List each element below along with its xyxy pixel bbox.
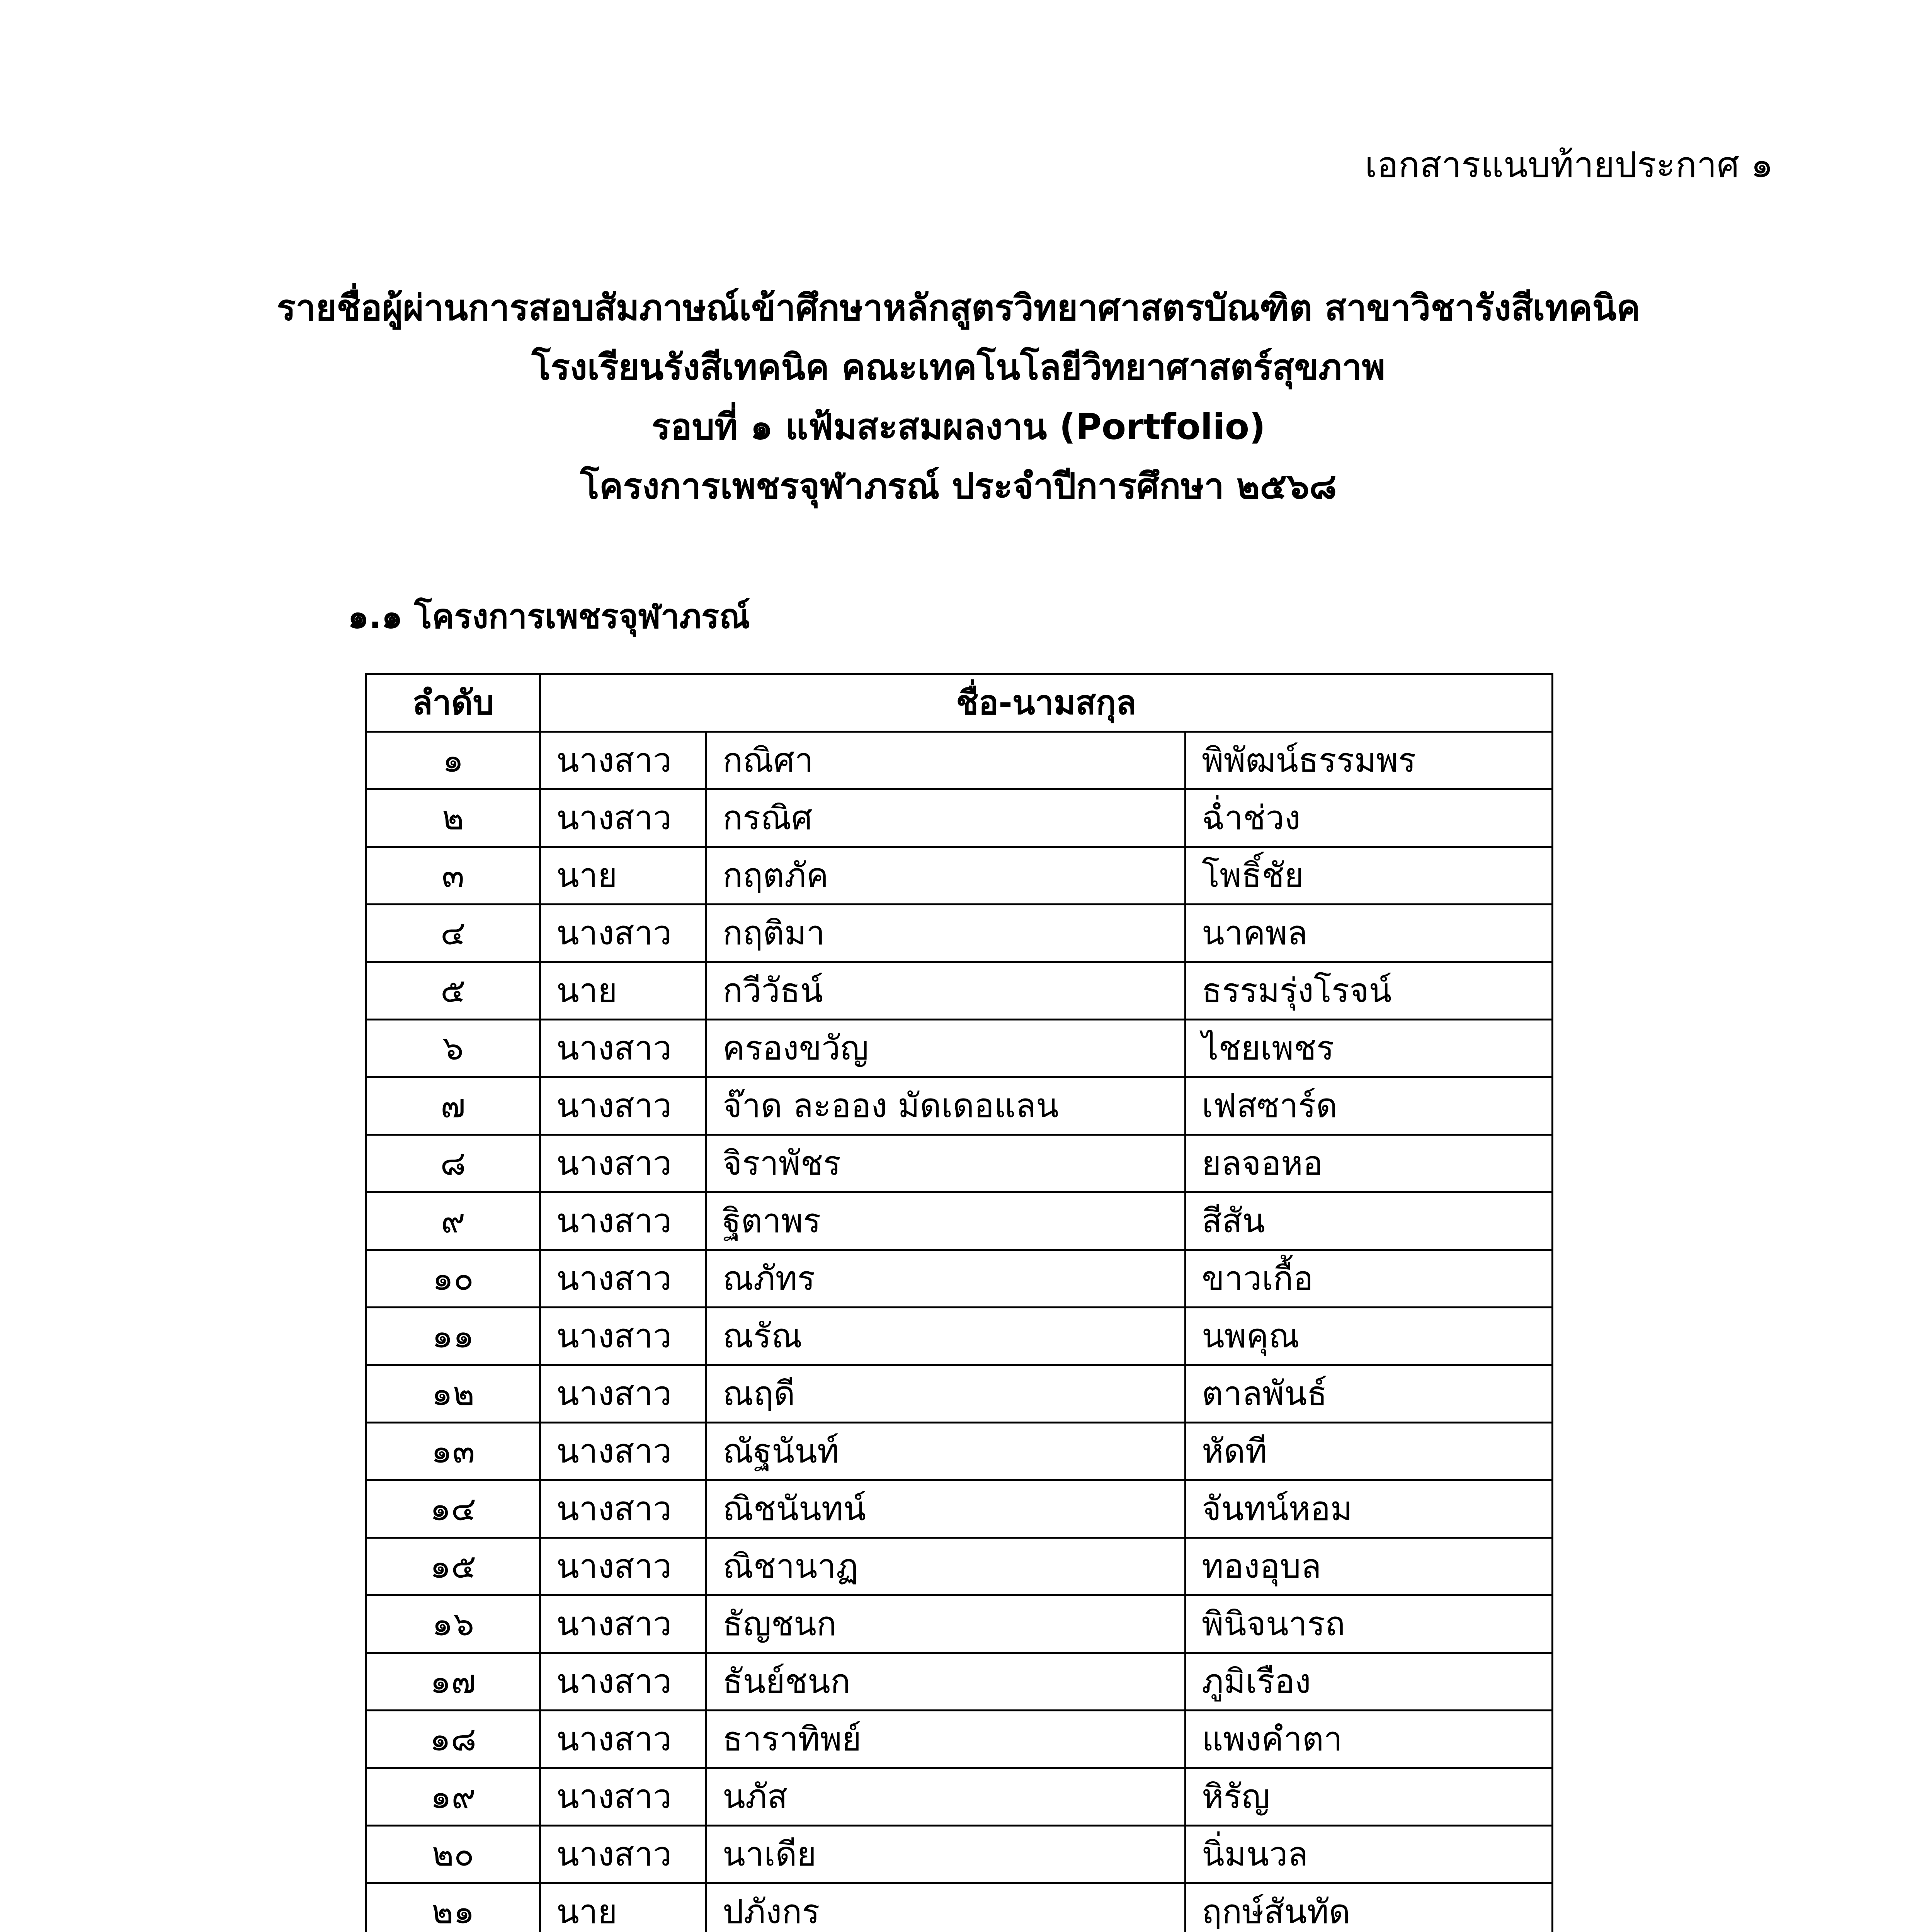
row-prefix: นางสาว: [540, 1653, 706, 1711]
header-no: ลำดับ: [366, 674, 540, 732]
row-number: ๘: [366, 1135, 540, 1192]
table-row: [366, 1192, 1553, 1250]
row-first-name: ณภัทร: [706, 1250, 1186, 1308]
row-first-name: ณฤดี: [706, 1365, 1186, 1423]
row-first-name: กฤติมา: [706, 905, 1186, 962]
row-first-name: กวีวัธน์: [706, 962, 1186, 1020]
row-last-name: พินิจนารถ: [1186, 1595, 1553, 1653]
row-prefix: นาย: [540, 847, 706, 905]
row-number: ๒: [366, 789, 540, 847]
row-prefix: นางสาว: [540, 1192, 706, 1250]
row-last-name: โพธิ์ชัย: [1186, 847, 1553, 905]
row-last-name: ยลจอหอ: [1186, 1135, 1553, 1192]
row-number: ๑: [366, 732, 540, 789]
row-prefix: นางสาว: [540, 1768, 706, 1826]
title-line-2: โรงเรียนรังสีเทคนิค คณะเทคโนโลยีวิทยาศาสตร์สุขภาพ: [531, 347, 1386, 388]
row-prefix: นางสาว: [540, 732, 706, 789]
row-prefix: นางสาว: [540, 1423, 706, 1480]
row-last-name: ทองอุบล: [1186, 1538, 1553, 1595]
row-number: ๑๓: [366, 1423, 540, 1480]
row-number: ๑๒: [366, 1365, 540, 1423]
table-row: [366, 1826, 1553, 1883]
row-prefix: นางสาว: [540, 1250, 706, 1308]
row-last-name: หัดที: [1186, 1423, 1553, 1480]
row-first-name: ณรัณ: [706, 1308, 1186, 1365]
row-first-name: นาเดีย: [706, 1826, 1186, 1883]
title-line-1: รายชื่อผู้ผ่านการสอบสัมภาษณ์เข้าศึกษาหลักสูตรวิทยาศาสตรบัณฑิต สาขาวิชารังสีเทคนิค: [277, 287, 1640, 328]
row-number: ๔: [366, 905, 540, 962]
row-last-name: ไชยเพชร: [1186, 1020, 1553, 1077]
row-number: ๓: [366, 847, 540, 905]
row-prefix: นางสาว: [540, 1365, 706, 1423]
row-first-name: ธัญชนก: [706, 1595, 1186, 1653]
table-row: [366, 1711, 1553, 1768]
row-last-name: สีสัน: [1186, 1192, 1553, 1250]
row-prefix: นางสาว: [540, 1480, 706, 1538]
row-first-name: ปภังกร: [706, 1883, 1186, 1932]
row-prefix: นางสาว: [540, 1595, 706, 1653]
table-row: [366, 1480, 1553, 1538]
row-number: ๑๔: [366, 1480, 540, 1538]
table-row: [366, 1250, 1553, 1308]
row-last-name: นพคุณ: [1186, 1308, 1553, 1365]
row-prefix: นางสาว: [540, 1020, 706, 1077]
row-last-name: จันทน์หอม: [1186, 1480, 1553, 1538]
table-body: [366, 732, 1553, 1932]
row-first-name: ธันย์ชนก: [706, 1653, 1186, 1711]
row-prefix: นางสาว: [540, 1077, 706, 1135]
row-prefix: นางสาว: [540, 1308, 706, 1365]
row-prefix: นางสาว: [540, 1711, 706, 1768]
row-prefix: นาย: [540, 962, 706, 1020]
row-last-name: แพงคำตา: [1186, 1711, 1553, 1768]
row-last-name: ฉ่ำช่วง: [1186, 789, 1553, 847]
row-last-name: ขาวเกื้อ: [1186, 1250, 1553, 1308]
row-prefix: นางสาว: [540, 1135, 706, 1192]
title-line-3: รอบที่ ๑ แฟ้มสะสมผลงาน (Portfolio): [651, 406, 1266, 447]
row-first-name: กณิศา: [706, 732, 1186, 789]
row-number: ๙: [366, 1192, 540, 1250]
row-first-name: ณิชนันทน์: [706, 1480, 1186, 1538]
title-line-4: โครงการเพชรจุฬาภรณ์ ประจำปีการศึกษา ๒๕๖๘: [580, 466, 1337, 507]
table-row: [366, 1365, 1553, 1423]
row-last-name: พิพัฒน์ธรรมพร: [1186, 732, 1553, 789]
row-number: ๕: [366, 962, 540, 1020]
table-row: [366, 1020, 1553, 1077]
table-row: [366, 1308, 1553, 1365]
row-number: ๒๑: [366, 1883, 540, 1932]
row-prefix: นางสาว: [540, 1538, 706, 1595]
row-last-name: หิรัญ: [1186, 1768, 1553, 1826]
row-first-name: กฤตภัค: [706, 847, 1186, 905]
table-row: [366, 1423, 1553, 1480]
row-number: ๑๖: [366, 1595, 540, 1653]
section-heading: ๑.๑ โครงการเพชรจุฬาภรณ์: [348, 597, 750, 636]
table-row: [366, 962, 1553, 1020]
row-number: ๑๘: [366, 1711, 540, 1768]
row-last-name: ตาลพันธ์: [1186, 1365, 1553, 1423]
row-number: ๑๑: [366, 1308, 540, 1365]
table-row: [366, 1077, 1553, 1135]
table-header-row: [366, 674, 1553, 732]
table-row: [366, 1883, 1553, 1932]
row-number: ๑๗: [366, 1653, 540, 1711]
row-prefix: นางสาว: [540, 789, 706, 847]
row-first-name: ครองขวัญ: [706, 1020, 1186, 1077]
row-number: ๑๐: [366, 1250, 540, 1308]
row-last-name: นิ่มนวล: [1186, 1826, 1553, 1883]
name-table: [365, 673, 1553, 1932]
row-last-name: เฟสซาร์ด: [1186, 1077, 1553, 1135]
row-prefix: นางสาว: [540, 1826, 706, 1883]
row-first-name: ณิชานาฏ: [706, 1538, 1186, 1595]
table-row: [366, 1538, 1553, 1595]
table-row: [366, 847, 1553, 905]
table-row: [366, 732, 1553, 789]
table-row: [366, 789, 1553, 847]
row-last-name: นาคพล: [1186, 905, 1553, 962]
row-number: ๒๐: [366, 1826, 540, 1883]
row-prefix: นาย: [540, 1883, 706, 1932]
row-number: ๑๙: [366, 1768, 540, 1826]
row-number: ๑๕: [366, 1538, 540, 1595]
table-row: [366, 1653, 1553, 1711]
row-prefix: นางสาว: [540, 905, 706, 962]
table-row: [366, 1135, 1553, 1192]
row-first-name: จ๊าด ละออง มัดเดอแลน: [706, 1077, 1186, 1135]
row-first-name: นภัส: [706, 1768, 1186, 1826]
row-first-name: ฐิตาพร: [706, 1192, 1186, 1250]
row-first-name: กรณิศ: [706, 789, 1186, 847]
attachment-note: เอกสารแนบท้ายประกาศ ๑: [1364, 144, 1773, 185]
row-last-name: ฤกษ์สันทัด: [1186, 1883, 1553, 1932]
row-first-name: ณัฐนันท์: [706, 1423, 1186, 1480]
table-row: [366, 1595, 1553, 1653]
row-last-name: ภูมิเรือง: [1186, 1653, 1553, 1711]
table-row: [366, 1768, 1553, 1826]
row-first-name: ธาราทิพย์: [706, 1711, 1186, 1768]
row-first-name: จิราพัชร: [706, 1135, 1186, 1192]
table-row: [366, 905, 1553, 962]
row-number: ๖: [366, 1020, 540, 1077]
row-number: ๗: [366, 1077, 540, 1135]
row-last-name: ธรรมรุ่งโรจน์: [1186, 962, 1553, 1020]
document-title: [0, 278, 1917, 516]
header-name: ชื่อ-นามสกุล: [540, 674, 1553, 732]
